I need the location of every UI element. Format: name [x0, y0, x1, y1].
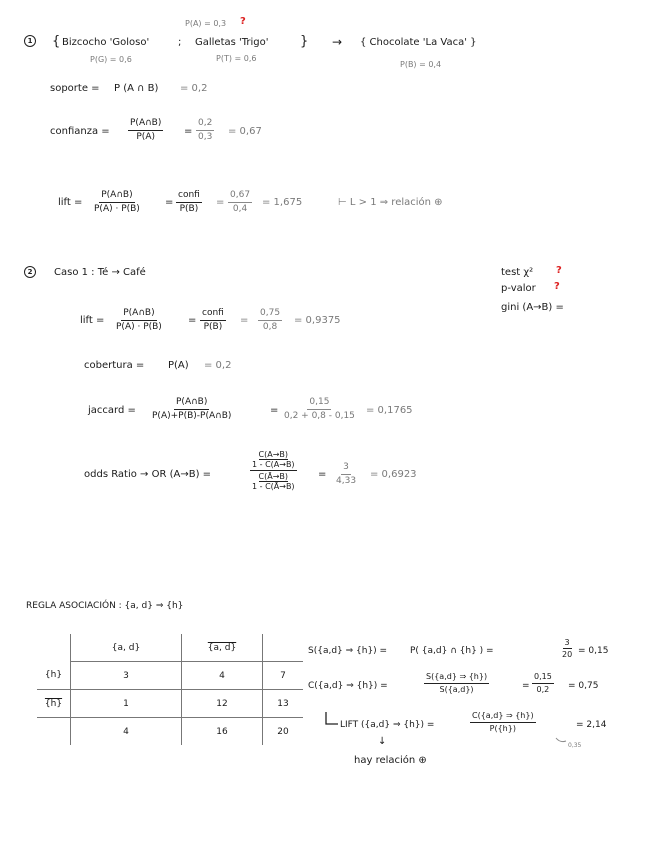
lift2-confi-denominator: P(B) [203, 322, 223, 332]
prob-g: P(G) = 0,6 [90, 55, 132, 64]
lift-denominator: P(A) · P(B) [94, 204, 140, 214]
lift2-numerator: P(A∩B) [121, 308, 156, 321]
confianza-numerator: P(A∩B) [128, 118, 163, 131]
conclusion-text: hay relación ⊕ [354, 755, 427, 766]
confidence-numerator: S({a,d} ⇒ {h}) [424, 672, 489, 684]
lift2-equals: = [188, 315, 197, 326]
support-mid: P( {a,d} ∩ {h} ) = [410, 646, 494, 656]
confidence-lhs: C({a,d} ⇒ {h}) = [308, 681, 388, 691]
jaccard-label: jaccard = [88, 405, 136, 416]
support-result: = 0,15 [578, 646, 609, 656]
question-mark: ? [240, 16, 246, 27]
cell-h-total: 7 [263, 662, 304, 690]
p-valor-question: ? [554, 281, 560, 292]
cell-h-not-ad: 4 [182, 662, 263, 690]
odds-ratio-label: odds Ratio → OR (A→B) = [84, 469, 212, 480]
item-galletas: Galletas 'Trigo' [195, 37, 269, 48]
confianza-denominator: P(A) [136, 132, 155, 142]
prob-b: P(B) = 0,4 [400, 60, 442, 69]
lift-equals-2: = [216, 197, 225, 208]
confianza-result: = 0,67 [228, 126, 262, 137]
confianza-equals: = [184, 126, 193, 137]
confianza-den-value: 0,3 [198, 132, 213, 142]
lift2-equals-2: = [240, 315, 249, 326]
row-header-not-h: {h} [37, 690, 71, 718]
row-header-h: {h} [37, 662, 71, 690]
odds-ratio-value-numerator: 3 [341, 462, 351, 475]
jaccard-numerator: P(A∩B) [174, 397, 209, 410]
lift2-result: = 0,9375 [294, 315, 341, 326]
confidence-equals: = [522, 681, 530, 691]
gini-label: gini (A→B) = [501, 302, 564, 313]
lift-conclusion: ⊢ L > 1 ⇒ relación ⊕ [338, 197, 443, 208]
case-1-title: Caso 1 : Té → Café [54, 267, 146, 278]
lift-confi-denominator: P(B) [179, 204, 199, 214]
cell-h-ad: 3 [71, 662, 182, 690]
odds-ratio-equals: = [318, 469, 327, 480]
support-lhs: S({a,d} ⇒ {h}) = [308, 646, 388, 656]
item-separator: ; [178, 37, 182, 48]
cell-grand-total: 20 [277, 726, 289, 737]
jaccard-result: = 0,1765 [366, 405, 413, 416]
section-1-number: 1 [24, 35, 36, 47]
lift-rule-denominator: P({h}) [489, 724, 516, 733]
lift2-value-numerator: 0,75 [258, 308, 282, 321]
jaccard-equals: = [270, 405, 279, 416]
cell-not-h-not-ad: 12 [182, 690, 263, 718]
rule-arrow: → [332, 35, 343, 49]
section-2-number: 2 [24, 266, 36, 278]
cell-total-not-ad: 16 [182, 718, 263, 746]
test-chi2-question: ? [556, 265, 562, 276]
lift-label: lift = [58, 197, 83, 208]
odds-upper-numerator: C(A→B) [258, 450, 289, 459]
jaccard-denominator: P(A)+P(B)-P(A∩B) [152, 411, 232, 421]
confianza-label: confianza = [50, 126, 110, 137]
cobertura-value: = 0,2 [204, 360, 232, 371]
confidence-result: = 0,75 [568, 681, 599, 691]
jaccard-value-numerator: 0,15 [307, 397, 331, 410]
soporte-value: = 0,2 [180, 83, 208, 94]
prob-a: P(A) = 0,3 [185, 19, 227, 28]
cell-total-ad: 4 [71, 718, 182, 746]
confidence-denominator: S({a,d}) [439, 685, 474, 694]
prob-t: P(T) = 0,6 [216, 54, 257, 63]
antecedent-close-brace: } [300, 34, 309, 49]
col-header-ad: {a, d} [71, 634, 182, 662]
confidence-value-denominator: 0,2 [536, 685, 550, 694]
col-header-not-ad: {a, d} [182, 634, 263, 662]
odds-upper-denominator: 1 - C(A→B) [252, 460, 295, 469]
odds-lower-numerator: C(Ā→B) [258, 472, 289, 481]
jaccard-value-denominator: 0,2 + 0,8 - 0,15 [284, 411, 355, 421]
cell-not-h-ad: 1 [71, 690, 182, 718]
soporte-expr: P (A ∩ B) [114, 83, 159, 94]
confianza-num-value: 0,2 [196, 118, 214, 131]
lift-rule-subnote: 0,35 [568, 742, 582, 749]
lift-rule-numerator: C({a,d} ⇒ {h}) [470, 711, 536, 723]
lift2-label: lift = [80, 315, 105, 326]
odds-ratio-value-denominator: 4,33 [336, 476, 357, 486]
cobertura-expr: P(A) [168, 360, 189, 371]
confidence-value-numerator: 0,15 [532, 672, 554, 684]
odds-lower-denominator: 1 - C(Ā→B) [252, 482, 295, 491]
lift-equals: = [165, 197, 174, 208]
lift2-value-denominator: 0,8 [262, 322, 278, 332]
conclusion-arrow: ↓ [378, 736, 387, 747]
association-rule-title: REGLA ASOCIACIÓN : {a, d} ⇒ {h} [26, 601, 184, 611]
lift-rule-lhs: LIFT ({a,d} ⇒ {h}) = [340, 720, 435, 730]
lift2-confi-numerator: confi [200, 308, 226, 321]
lift-value-denominator: 0,4 [232, 204, 248, 214]
odds-ratio-result: = 0,6923 [370, 469, 417, 480]
lift-result: = 1,675 [262, 197, 303, 208]
soporte-label: soporte = [50, 83, 100, 94]
consequent-chocolate: { Chocolate 'La Vaca' } [360, 37, 477, 48]
cell-not-h-total: 13 [263, 690, 304, 718]
lift-rule-result: = 2,14 [576, 720, 607, 730]
lift-confi-numerator: confi [176, 190, 202, 203]
p-valor-label: p-valor [501, 283, 536, 294]
support-denominator: 20 [562, 650, 573, 659]
lift-rule-fraction [470, 711, 536, 734]
antecedent-open-brace: { [52, 34, 61, 49]
cobertura-label: cobertura = [84, 360, 145, 371]
lift-numerator: P(A∩B) [99, 190, 134, 203]
lift-value-numerator: 0,67 [228, 190, 252, 203]
test-chi2-label: test χ² [501, 267, 534, 278]
lift2-denominator: P(A) · P(B) [116, 322, 162, 332]
item-bizcocho: Bizcocho 'Goloso' [62, 37, 150, 48]
support-numerator: 3 [564, 638, 570, 647]
